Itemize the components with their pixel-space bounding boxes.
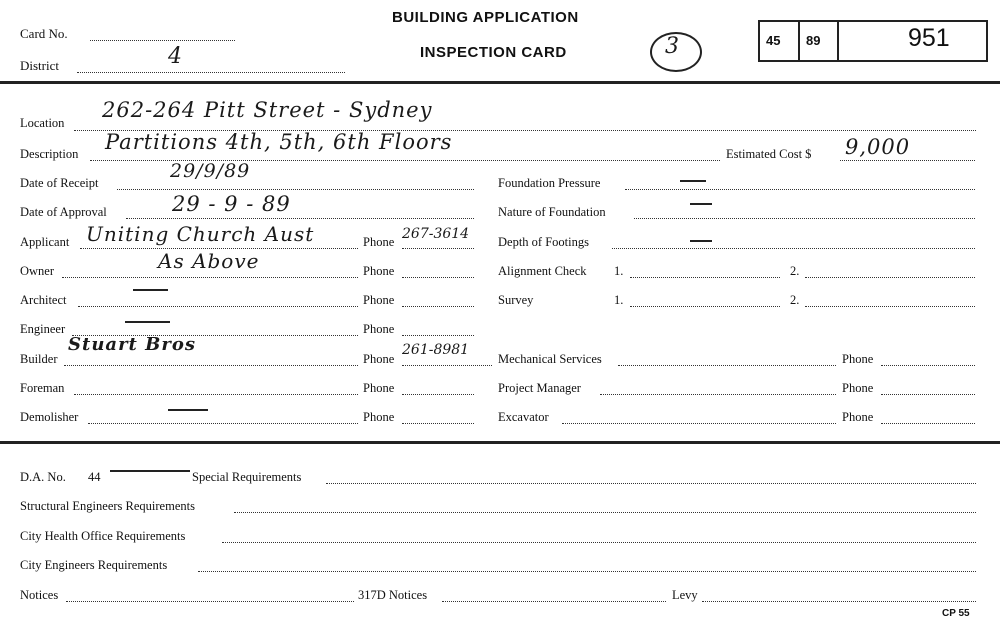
description-value: Partitions 4th, 5th, 6th Floors: [105, 130, 453, 154]
nature-foundation-dash: [690, 203, 712, 205]
builder-phone-value: 261-8981: [402, 342, 470, 358]
builder-phone-label: Phone: [363, 352, 395, 366]
bottom-divider: [0, 441, 1000, 444]
circled-number-value: 3: [665, 34, 680, 59]
notices-317d-field[interactable]: [442, 601, 666, 602]
health-label: City Health Office Requirements: [20, 529, 186, 543]
description-label: Description: [20, 147, 79, 161]
foreman-label: Foreman: [20, 381, 65, 395]
ref-box-b: 89: [806, 33, 821, 48]
applicant-phone-label: Phone: [363, 235, 395, 249]
mechanical-label: Mechanical Services: [498, 352, 602, 366]
owner-field[interactable]: [62, 277, 358, 278]
engineer-phone-label: Phone: [363, 322, 395, 336]
demolisher-field[interactable]: [88, 423, 358, 424]
district-label: District: [20, 58, 59, 73]
project-manager-label: Project Manager: [498, 381, 581, 395]
estimated-cost-value: 9,000: [845, 135, 911, 159]
health-field[interactable]: [222, 542, 976, 543]
depth-footings-dash: [690, 240, 712, 242]
engineer-label: Engineer: [20, 322, 66, 336]
alignment-1-label: 1.: [614, 264, 624, 278]
da-no-value: 44: [88, 470, 101, 484]
engineer-dash: [125, 321, 170, 323]
special-req-field[interactable]: [326, 483, 976, 484]
applicant-label: Applicant: [20, 235, 70, 249]
ref-box-c: 951: [908, 24, 950, 52]
mechanical-phone-label: Phone: [842, 352, 874, 366]
project-manager-field[interactable]: [600, 394, 836, 395]
mechanical-field[interactable]: [618, 365, 836, 366]
form-code: CP 55: [942, 608, 970, 619]
project-manager-phone-field[interactable]: [881, 394, 975, 395]
foreman-field[interactable]: [74, 394, 358, 395]
nature-foundation-label: Nature of Foundation: [498, 205, 606, 219]
estimated-cost-label: Estimated Cost $: [726, 147, 812, 161]
ref-box-a: 45: [766, 33, 781, 48]
builder-value: Stuart Bros: [68, 334, 196, 355]
excavator-label: Excavator: [498, 410, 549, 424]
city-eng-label: City Engineers Requirements: [20, 558, 168, 572]
survey-1-field[interactable]: [630, 306, 780, 307]
date-approval-label: Date of Approval: [20, 205, 107, 219]
alignment-check-label: Alignment Check: [498, 264, 587, 278]
demolisher-phone-label: Phone: [363, 410, 395, 424]
excavator-field[interactable]: [562, 423, 836, 424]
demolisher-phone-field[interactable]: [402, 423, 474, 424]
mechanical-phone-field[interactable]: [881, 365, 975, 366]
engineer-phone-field[interactable]: [402, 335, 474, 336]
foreman-phone-field[interactable]: [402, 394, 474, 395]
estimated-cost-field[interactable]: [840, 160, 975, 161]
architect-field[interactable]: [78, 306, 358, 307]
nature-foundation-field[interactable]: [634, 218, 975, 219]
card-no-label: Card No.: [20, 26, 68, 41]
levy-field[interactable]: [702, 601, 976, 602]
architect-dash: [133, 289, 168, 291]
depth-footings-field[interactable]: [612, 248, 975, 249]
alignment-1-field[interactable]: [630, 277, 780, 278]
applicant-phone-value: 267-3614: [402, 226, 470, 242]
notices-label: Notices: [20, 588, 59, 602]
levy-label: Levy: [672, 588, 698, 602]
excavator-phone-label: Phone: [842, 410, 874, 424]
owner-value: As Above: [158, 249, 260, 273]
date-receipt-field[interactable]: [117, 189, 474, 190]
survey-2-label: 2.: [790, 293, 800, 307]
notices-317d-label: 317D Notices: [358, 588, 428, 602]
survey-1-label: 1.: [614, 293, 624, 307]
location-value: 262-264 Pitt Street - Sydney: [102, 98, 433, 122]
district-field[interactable]: [77, 72, 345, 73]
architect-phone-field[interactable]: [402, 306, 474, 307]
foundation-pressure-label: Foundation Pressure: [498, 176, 601, 190]
project-manager-phone-label: Phone: [842, 381, 874, 395]
reference-box: [758, 20, 988, 62]
special-req-label: Special Requirements: [192, 470, 302, 484]
builder-field[interactable]: [64, 365, 358, 366]
notices-field[interactable]: [66, 601, 354, 602]
card-title-line1: BUILDING APPLICATION: [392, 9, 579, 26]
owner-phone-field[interactable]: [402, 277, 474, 278]
date-receipt-label: Date of Receipt: [20, 176, 99, 190]
architect-phone-label: Phone: [363, 293, 395, 307]
applicant-value: Uniting Church Aust: [86, 222, 315, 246]
survey-2-field[interactable]: [805, 306, 975, 307]
ref-divider-2: [837, 22, 839, 60]
applicant-phone-field[interactable]: [402, 248, 474, 249]
foundation-pressure-dash: [680, 180, 706, 182]
builder-phone-field[interactable]: [402, 365, 492, 366]
owner-phone-label: Phone: [363, 264, 395, 278]
da-no-label: D.A. No.: [20, 470, 66, 484]
alignment-2-label: 2.: [790, 264, 800, 278]
district-value: 4: [168, 44, 183, 69]
foundation-pressure-field[interactable]: [625, 189, 975, 190]
city-eng-field[interactable]: [198, 571, 976, 572]
structural-field[interactable]: [234, 512, 976, 513]
demolisher-label: Demolisher: [20, 410, 79, 424]
card-no-field[interactable]: [90, 40, 235, 41]
date-approval-field[interactable]: [126, 218, 474, 219]
structural-label: Structural Engineers Requirements: [20, 499, 195, 513]
ref-divider-1: [798, 22, 800, 60]
card-title-line2: INSPECTION CARD: [420, 44, 567, 61]
builder-label: Builder: [20, 352, 58, 366]
da-no-dash: [110, 470, 190, 472]
header-divider: [0, 81, 1000, 84]
depth-footings-label: Depth of Footings: [498, 235, 589, 249]
architect-label: Architect: [20, 293, 67, 307]
date-receipt-value: 29/9/89: [170, 160, 251, 182]
excavator-phone-field[interactable]: [881, 423, 975, 424]
date-approval-value: 29 - 9 - 89: [172, 192, 291, 216]
location-label: Location: [20, 116, 65, 130]
owner-label: Owner: [20, 264, 55, 278]
demolisher-dash: [168, 409, 208, 411]
alignment-2-field[interactable]: [805, 277, 975, 278]
survey-label: Survey: [498, 293, 534, 307]
foreman-phone-label: Phone: [363, 381, 395, 395]
